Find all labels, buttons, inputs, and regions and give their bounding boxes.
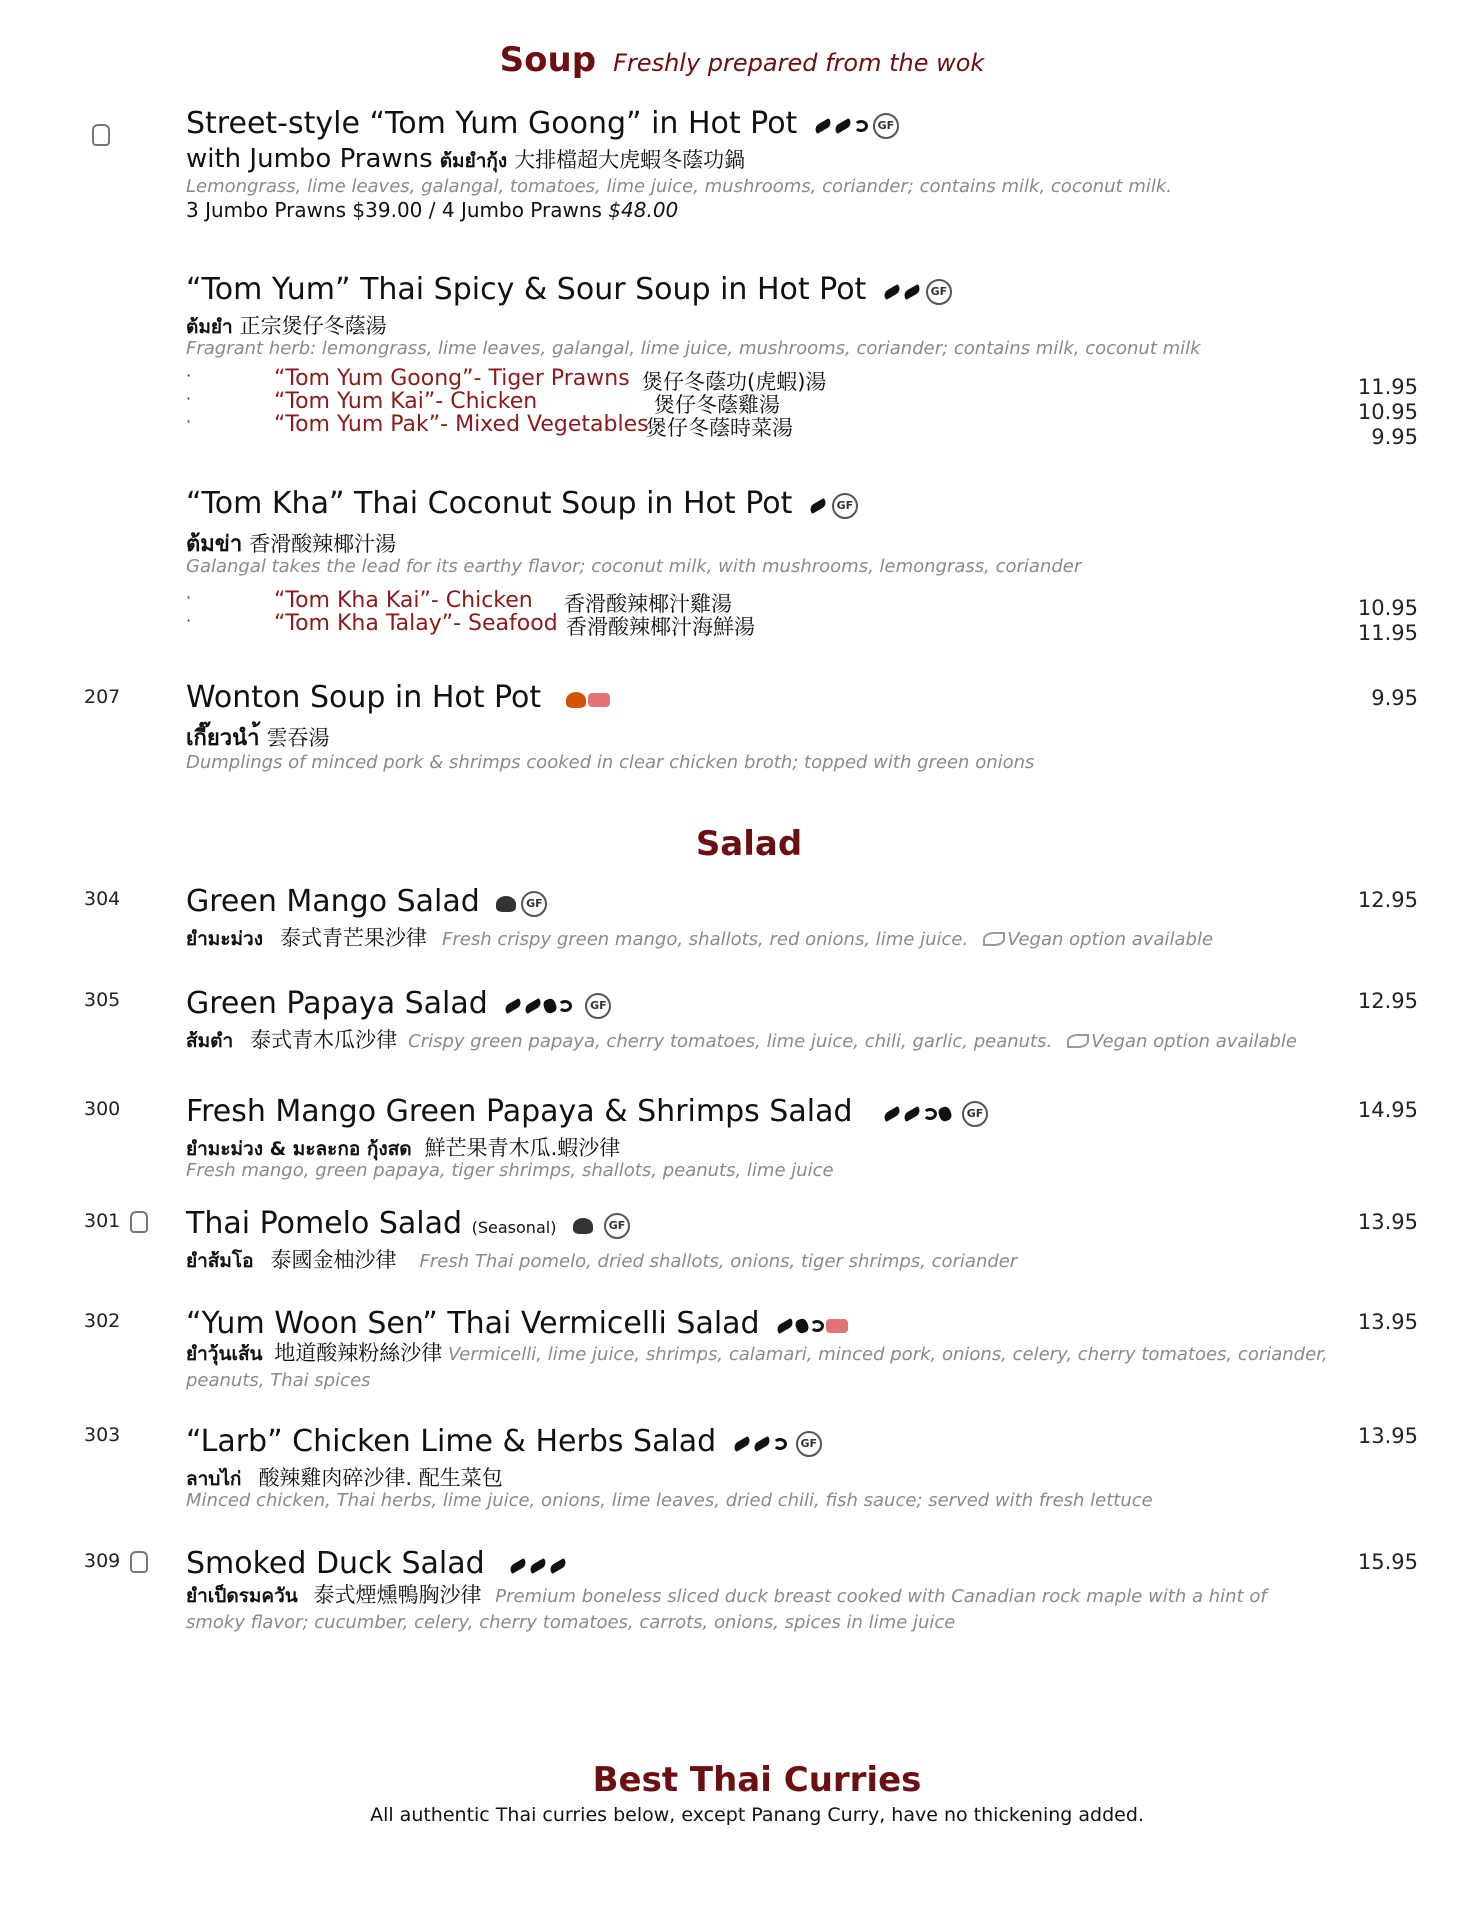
soup-item-3-variant: · “Tom Kha Talay”- Seafood 香滑酸辣椰汁海鮮湯 [186, 611, 755, 639]
soup-item-3-variant: · “Tom Kha Kai”- Chicken 香滑酸辣椰汁雞湯 [186, 588, 732, 616]
spice-icons [813, 107, 899, 142]
allergen-icons [495, 885, 547, 920]
price: 10.95 [1357, 596, 1418, 620]
spice-icons [732, 1425, 822, 1460]
soup-item-3-name: “Tom Kha” Thai Coconut Soup in Hot Pot GF [186, 486, 858, 522]
item-code: 300 [84, 1098, 121, 1120]
gluten-free-icon: GF [873, 113, 899, 139]
curries-note: All authentic Thai curries below, except Panang Curry, have no thickening added. [370, 1804, 1144, 1826]
price: 9.95 [1371, 425, 1418, 449]
price: 9.95 [1371, 686, 1418, 710]
vegan-leaf-icon [983, 932, 1005, 946]
price: 12.95 [1357, 989, 1418, 1013]
recommended-thumb-icon [130, 1551, 148, 1573]
soup-title: Soup [499, 40, 597, 80]
soup-item-1-desc: Lemongrass, lime leaves, galangal, tomatoes, lime juice, mushrooms, coriander; contains milk, coconut milk. [186, 176, 1173, 197]
salad-item-desc: Minced chicken, Thai herbs, lime juice, onions, lime leaves, dried chili, fish sauce; served with fresh lettuce [186, 1490, 1153, 1511]
allergen-icons [775, 1307, 849, 1342]
soup-header [0, 40, 1484, 80]
spice-icons [882, 273, 952, 308]
price: 13.95 [1357, 1210, 1418, 1234]
soup-item-2-variant: · “Tom Yum Pak”- Mixed Vegetables 煲仔冬蔭時菜湯 [186, 412, 793, 440]
salad-item-name: Smoked Duck Salad [186, 1546, 568, 1582]
soup-item-2-sub: ต้มยำ 正宗煲仔冬蔭湯 [186, 314, 387, 338]
soup-item-2-variant: · “Tom Yum Kai”- Chicken 煲仔冬蔭雞湯 [186, 389, 780, 417]
salad-header [0, 824, 1484, 864]
salad-item-sub: ยำส้มโอ 泰國金柚沙律 Fresh Thai pomelo, dried shallots, onions, tiger shrimps, coriander [186, 1248, 1018, 1272]
gluten-free-icon: GF [796, 1431, 822, 1457]
gluten-free-icon: GF [585, 993, 611, 1019]
shrimp-icon [854, 120, 868, 132]
chili-icon [528, 1558, 548, 1574]
soup-item-2-variant: · “Tom Yum Goong”- Tiger Prawns 煲仔冬蔭功(虎蝦)湯 [186, 366, 827, 394]
price: 11.95 [1357, 621, 1418, 645]
shrimp-icon [810, 1320, 824, 1332]
soup-subtitle: Freshly prepared from the wok [613, 49, 985, 77]
recommended-thumb-icon [130, 1211, 148, 1233]
mushroom-icon [566, 692, 586, 708]
spice-icons [808, 487, 858, 522]
allergen-icons [565, 681, 611, 716]
soup-item-4-desc: Dumplings of minced pork & shrimps cooked in clear chicken broth; topped with green onions [186, 752, 1035, 773]
soup-item-2-desc: Fragrant herb: lemongrass, lime leaves, galangal, lime juice, mushrooms, coriander; contains milk, coconut milk [186, 338, 1201, 359]
shrimp-icon [923, 1108, 937, 1120]
soup-item-1-name: Street-style “Tom Yum Goong” in Hot Pot GF [186, 106, 899, 142]
peanut-icon [937, 1105, 953, 1122]
chili-icon [524, 998, 544, 1014]
price: 14.95 [1357, 1098, 1418, 1122]
salad-item-sub: ยำวุ้นเส้น 地道酸辣粉絲沙律 Vermicelli, lime juice, shrimps, calamari, minced pork, onions, celery, cherry tomatoes, coriander, peanuts, Thai spices [186, 1341, 1328, 1391]
chili-icon [732, 1436, 752, 1452]
gluten-free-icon: GF [962, 1101, 988, 1127]
curries-header [0, 1760, 1484, 1800]
chili-icon [508, 1558, 528, 1574]
spice-icons [882, 1095, 988, 1130]
soup-item-1-sub: with Jumbo Prawns ต้มยำกุ้ง 大排檔超大虎蝦冬蔭功鍋 [186, 144, 746, 174]
soup-item-3-sub: ต้มข่า 香滑酸辣椰汁湯 [186, 532, 397, 557]
salad-item-sub: ยำมะม่วง & มะละกอ กุ้งสด 鮮芒果青木瓜.蝦沙律 [186, 1136, 621, 1160]
chili-icon [902, 284, 922, 300]
gluten-free-icon: GF [832, 493, 858, 519]
price: 13.95 [1357, 1424, 1418, 1448]
salad-item-name: Fresh Mango Green Papaya & Shrimps Salad GF [186, 1094, 988, 1130]
item-code: 207 [84, 686, 121, 708]
salad-title: Salad [695, 824, 803, 864]
pork-icon [826, 1319, 848, 1333]
spice-icons [508, 1547, 568, 1582]
price: 15.95 [1357, 1550, 1418, 1574]
chili-icon [902, 1106, 922, 1122]
chili-icon [752, 1436, 772, 1452]
salad-item-name: “Yum Woon Sen” Thai Vermicelli Salad [186, 1306, 849, 1342]
peanut-icon [542, 997, 558, 1014]
salad-item-sub: ส้มตำ 泰式青木瓜沙律 Crispy green papaya, cherry tomatoes, lime juice, chili, garlic, peanuts. Vegan option available [186, 1028, 1298, 1052]
peanut-icon [794, 1317, 810, 1334]
chili-icon [882, 284, 902, 300]
gluten-free-icon: GF [521, 891, 547, 917]
item-code: 309 [84, 1550, 148, 1573]
soup-item-2-name: “Tom Yum” Thai Spicy & Sour Soup in Hot Pot GF [186, 272, 952, 308]
salad-item-desc: Fresh mango, green papaya, tiger shrimps, shallots, peanuts, lime juice [186, 1160, 834, 1181]
price: 13.95 [1357, 1310, 1418, 1334]
soup-item-4-sub: เกี๊ยวนำ้ 雲吞湯 [186, 726, 330, 751]
salad-item-name: Green Papaya Salad GF [186, 986, 611, 1022]
gluten-free-icon: GF [604, 1213, 630, 1239]
chili-icon [882, 1106, 902, 1122]
salad-item-sub: ยำเป็ดรมควัน 泰式煙燻鴨胸沙律 Premium boneless sliced duck breast cooked with Canadian rock maple with a hint of smoky flavor; cucumber, celery, cherry tomatoes, carrots, onions, spices in lime juice [186, 1583, 1267, 1633]
salad-item-sub: ลาบไก่ 酸辣雞肉碎沙律. 配生菜包 [186, 1466, 503, 1490]
salad-item-name: “Larb” Chicken Lime & Herbs Salad GF [186, 1424, 822, 1460]
price: 10.95 [1357, 400, 1418, 424]
mushroom-icon [573, 1218, 593, 1234]
spice-icons [503, 987, 611, 1022]
soup-item-3-desc: Galangal takes the lead for its earthy flavor; coconut milk, with mushrooms, lemongrass, coriander [186, 556, 1082, 577]
recommended-thumb-icon [92, 124, 110, 146]
soup-item-1-prices: 3 Jumbo Prawns $39.00 / 4 Jumbo Prawns $48.00 [186, 198, 679, 222]
vegan-leaf-icon [1067, 1034, 1089, 1048]
salad-item-sub: ยำมะม่วง 泰式青芒果沙律 Fresh crispy green mango, shallots, red onions, lime juice. Vegan option available [186, 926, 1214, 950]
chili-icon [833, 118, 853, 134]
item-code: 305 [84, 989, 121, 1011]
chili-icon [504, 998, 524, 1014]
mushroom-icon [496, 896, 516, 912]
chili-icon [808, 498, 828, 514]
chili-icon [548, 1558, 568, 1574]
soup-item-4-name: Wonton Soup in Hot Pot [186, 680, 611, 716]
chili-icon [775, 1318, 795, 1334]
item-code: 301 [84, 1210, 148, 1233]
allergen-icons [572, 1207, 630, 1242]
salad-item-name: Green Mango Salad GF [186, 884, 547, 920]
price: 11.95 [1357, 375, 1418, 399]
pork-icon [588, 693, 610, 707]
salad-item-name: Thai Pomelo Salad (Seasonal) GF [186, 1206, 630, 1242]
curries-title: Best Thai Curries [592, 1760, 922, 1800]
shrimp-icon [558, 1000, 572, 1012]
item-code: 302 [84, 1310, 121, 1332]
chili-icon [813, 118, 833, 134]
gluten-free-icon: GF [926, 279, 952, 305]
shrimp-icon [773, 1438, 787, 1450]
price: 12.95 [1357, 888, 1418, 912]
item-code: 303 [84, 1424, 121, 1446]
item-code: 304 [84, 888, 121, 910]
